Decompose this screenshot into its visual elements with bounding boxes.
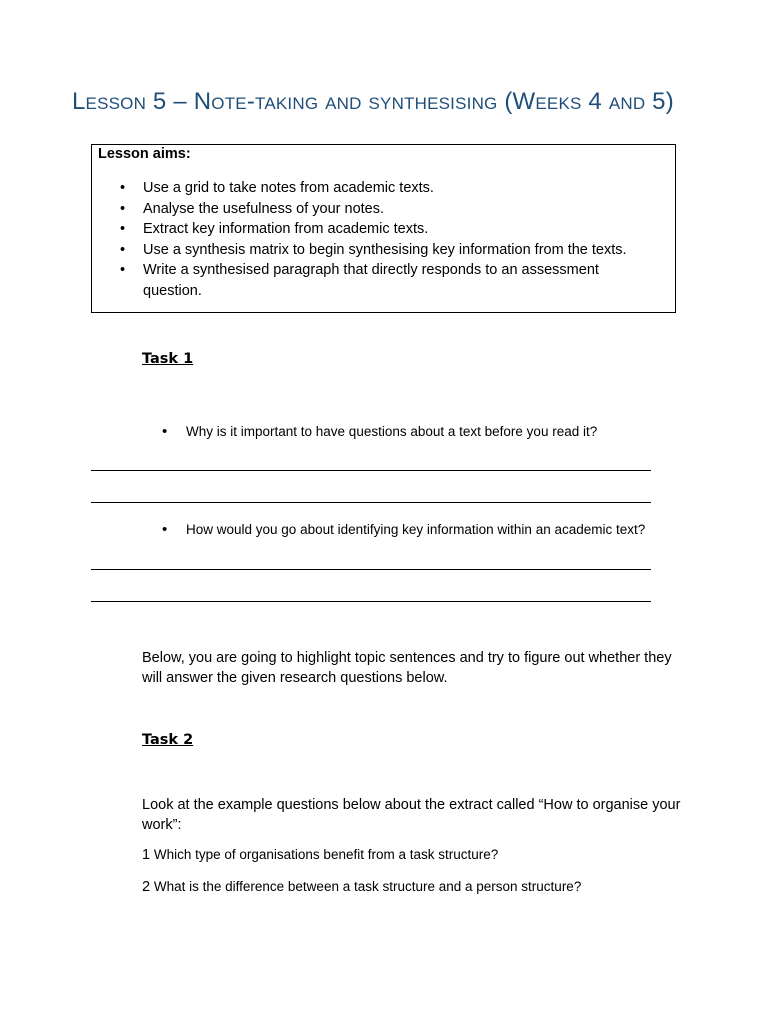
list-item: • Analyse the usefulness of your notes. (92, 199, 652, 220)
answer-line[interactable] (91, 569, 651, 570)
list-item: • Extract key information from academic texts. (92, 219, 652, 240)
answer-line[interactable] (91, 601, 651, 602)
list-item: • Use a synthesis matrix to begin synthesising key information from the texts. (92, 240, 652, 261)
lesson-aims-list (92, 178, 652, 301)
list-item: • Write a synthesised paragraph that directly responds to an assessment question. (120, 262, 599, 299)
answer-line[interactable] (91, 470, 651, 471)
bullet-icon: • (162, 521, 168, 538)
answer-line[interactable] (91, 502, 651, 503)
bullet-icon: • (120, 241, 126, 258)
task-2-question-2: 2 What is the difference between a task structure and a person structure? (142, 879, 582, 895)
intro-paragraph: Below, you are going to highlight topic sentences and try to figure out whether they will answer the given research questions below. (142, 650, 672, 686)
task-2-intro: Look at the example questions below about the extract called “How to organise your work”: (142, 797, 681, 833)
task-1-question-1: • Why is it important to have questions about a text before you read it? (162, 423, 598, 440)
bullet-icon: • (120, 200, 126, 217)
task-1-question-2: • How would you go about identifying key information within an academic text? (162, 521, 646, 538)
task-2-question-1: 1 Which type of organisations benefit from a task structure? (142, 847, 499, 863)
task-2-heading: Task 2 (142, 732, 194, 748)
bullet-icon: • (120, 221, 126, 237)
page-title: Lesson 5 – Note-taking and synthesising (Weeks 4 and 5) (72, 88, 674, 115)
lesson-aims-box (91, 144, 676, 313)
bullet-icon: • (162, 423, 168, 440)
lesson-aims-heading: Lesson aims: (98, 146, 191, 162)
bullet-icon: • (120, 180, 126, 196)
task-1-heading: Task 1 (142, 351, 194, 367)
bullet-icon: • (120, 262, 126, 278)
list-item: • Use a grid to take notes from academic texts. (92, 178, 652, 199)
